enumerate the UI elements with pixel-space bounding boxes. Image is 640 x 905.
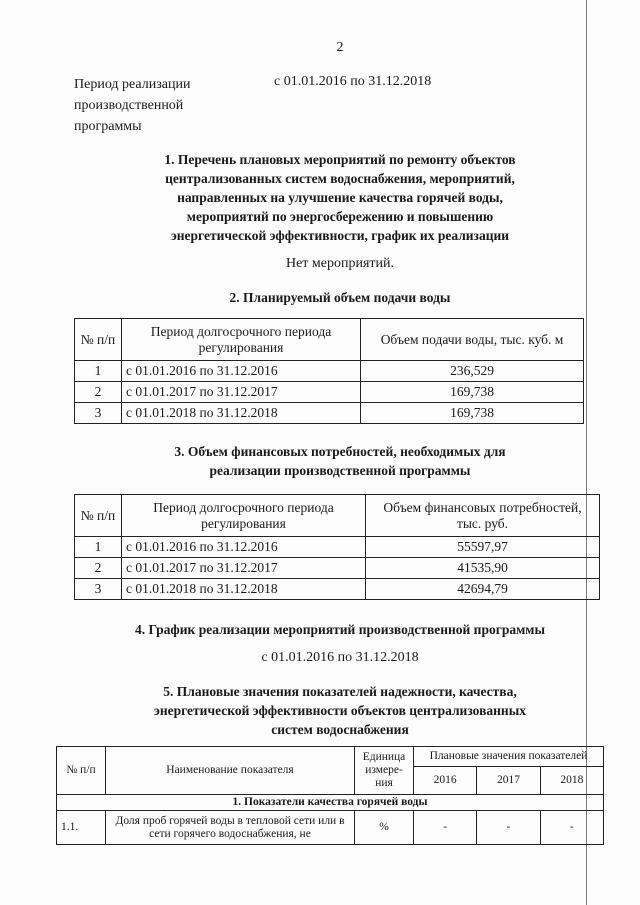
header-year-2018: 2018 — [540, 767, 603, 795]
section5-title: 5. Плановые значения показателей надежности, качества, энергетической эффективности объектов централизованных систем водоснабжения — [153, 684, 526, 737]
table-row: 1 с 01.01.2016 по 31.12.2016 55597,97 — [75, 537, 600, 558]
indicators-table — [56, 746, 604, 845]
table-row: 1.1. Доля проб горячей воды в тепловой сети или в сети горячего водоснабжения, не % - - - — [57, 811, 604, 845]
header-period: Период долгосрочного периода регулирования — [122, 319, 361, 361]
header-year-2016: 2016 — [414, 767, 477, 795]
section1-text: Нет мероприятий. — [285, 256, 395, 271]
section3-title: 3. Объем финансовых потребностей, необходимых для реализации производственной программы — [174, 444, 506, 478]
table-row: 1 с 01.01.2016 по 31.12.2016 236,529 — [75, 361, 584, 382]
table-row: 2 с 01.01.2017 по 31.12.2017 169,738 — [75, 382, 584, 403]
header-num: № п/п — [75, 319, 122, 361]
section1-title: 1. Перечень плановых мероприятий по ремонту объектов централизованных систем водоснабжения, мероприятий, направленных на улучшение качества горячей воды, мероприятий по энергосбережению и повышению энергетической эффективности, график их реализации — [164, 152, 516, 243]
header-num: № п/п — [75, 495, 122, 537]
table-row: 2 с 01.01.2017 по 31.12.2017 41535,90 — [75, 558, 600, 579]
header-volume: Объем подачи воды, тыс. куб. м — [361, 319, 584, 361]
section4-title: 4. График реализации мероприятий производственной программы — [134, 622, 546, 637]
section2-title: 2. Планируемый объем подачи воды — [229, 290, 451, 305]
supply-volume-table — [74, 318, 584, 424]
header-unit: Единица измере-ния — [355, 747, 414, 795]
header-num: № п/п — [57, 747, 106, 795]
page-number: 2 — [336, 40, 344, 55]
section4-text: с 01.01.2016 по 31.12.2018 — [261, 650, 419, 665]
period-value: с 01.01.2016 по 31.12.2018 — [274, 74, 432, 89]
header-planned-values: Плановые значения показателей — [414, 747, 604, 767]
group-row: 1. Показатели качества горячей воды — [57, 795, 604, 811]
header-indicator-name: Наименование показателя — [106, 747, 355, 795]
header-year-2017: 2017 — [477, 767, 540, 795]
table-row: 3 с 01.01.2018 по 31.12.2018 42694,79 — [75, 579, 600, 600]
period-label: Период реализации производственной программы — [74, 77, 191, 134]
header-period: Период долгосрочного периода регулирования — [122, 495, 366, 537]
table-row: 3 с 01.01.2018 по 31.12.2018 169,738 — [75, 403, 584, 424]
header-financial: Объем финансовых потребностей, тыс. руб. — [366, 495, 600, 537]
financial-needs-table — [74, 494, 600, 600]
